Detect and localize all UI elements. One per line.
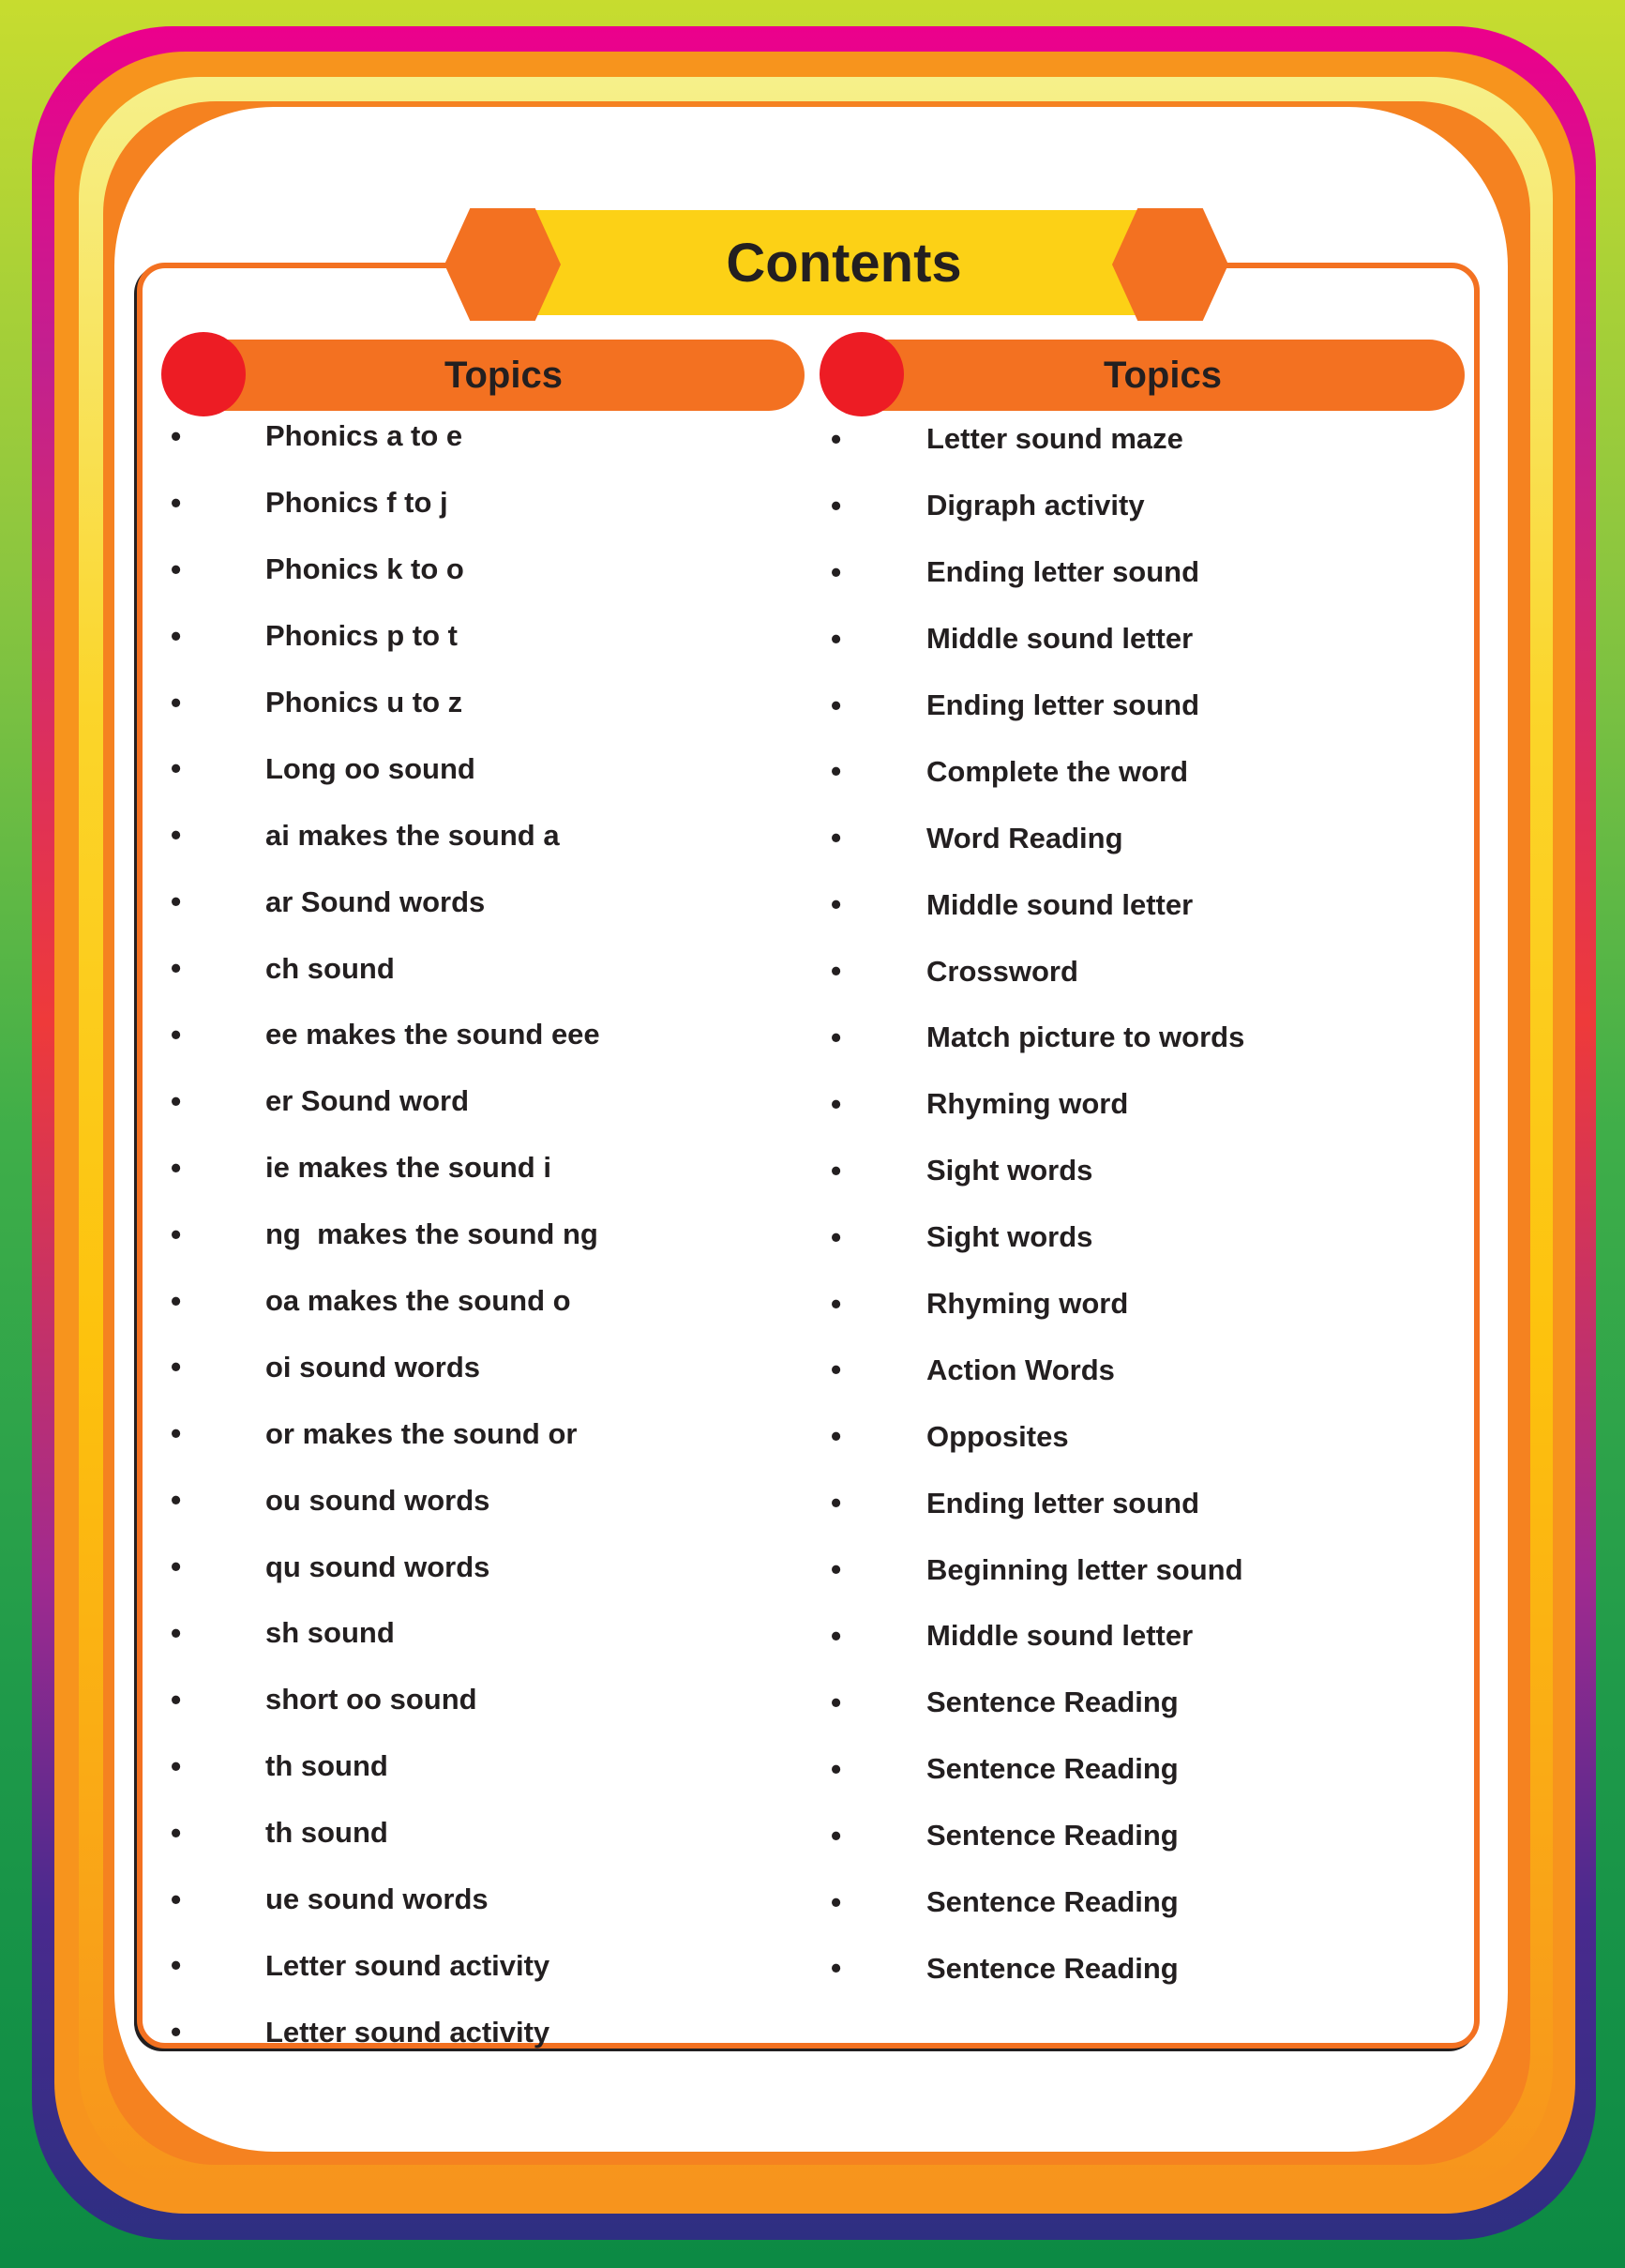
bullet-icon: •	[831, 1552, 842, 1587]
topic-list-item	[0, 1204, 1463, 1271]
topic-item-label: Action Words	[926, 1353, 1115, 1386]
bullet-icon: •	[831, 1153, 842, 1187]
bullet-icon: •	[171, 751, 182, 786]
topic-list-right	[0, 406, 1463, 2002]
topic-item-label: Digraph activity	[926, 489, 1145, 522]
column-header-left	[165, 340, 805, 411]
topic-item-label: Sentence Reading	[926, 1686, 1179, 1719]
topic-item-label: Ending letter sound	[926, 1486, 1200, 1520]
topic-item-label: Rhyming word	[926, 1287, 1129, 1321]
topic-item-label: Letter sound maze	[926, 422, 1183, 456]
bullet-icon: •	[831, 887, 842, 922]
bullet-icon: •	[171, 1416, 182, 1451]
topic-item-label: er Sound word	[265, 1084, 469, 1118]
topic-item-label: ar Sound words	[265, 885, 486, 918]
topic-list-item	[0, 673, 1463, 739]
bullet-icon: •	[171, 1017, 182, 1051]
bullet-icon: •	[831, 1219, 842, 1254]
bullet-icon: •	[171, 418, 182, 453]
topic-item-label: Complete the word	[926, 754, 1189, 788]
topic-item-label: Ending letter sound	[926, 555, 1200, 589]
bullet-icon: •	[831, 754, 842, 789]
topic-list-item	[0, 871, 1463, 938]
topic-list-item	[0, 1271, 1463, 1338]
topic-item-label: Long oo sound	[265, 751, 475, 785]
topic-item-label: Letter sound activity	[265, 2015, 550, 2049]
topic-item-label: or makes the sound or	[265, 1416, 578, 1450]
topic-list-item	[0, 1670, 1463, 1736]
topic-item-label: short oo sound	[265, 1683, 477, 1716]
bullet-icon: •	[171, 1483, 182, 1518]
topic-item-label: th sound	[265, 1816, 388, 1850]
bullet-icon: •	[831, 688, 842, 722]
bullet-icon: •	[831, 1020, 842, 1054]
topic-item-label: Beginning letter sound	[926, 1552, 1243, 1586]
topic-item-label: Middle sound letter	[926, 887, 1194, 921]
topic-item-label: qu sound words	[265, 1550, 490, 1583]
topic-item-label: ng makes the sound ng	[265, 1217, 598, 1251]
bullet-icon: •	[171, 1550, 182, 1584]
topic-list-item	[0, 1470, 1463, 1536]
bullet-icon: •	[171, 1748, 182, 1783]
topic-item-label: Phonics a to e	[265, 419, 463, 453]
bullet-icon: •	[171, 485, 182, 520]
topic-list-item	[0, 1071, 1463, 1138]
bullet-icon: •	[171, 1815, 182, 1850]
topic-item-label: ch sound	[265, 951, 395, 985]
topic-item-label: Word Reading	[926, 821, 1123, 854]
topic-item-label: Rhyming word	[926, 1087, 1129, 1121]
bullet-icon: •	[171, 1350, 182, 1384]
topic-item-label: ai makes the sound a	[265, 818, 560, 852]
topic-item-label: Middle sound letter	[926, 622, 1194, 656]
topic-list-item	[0, 1536, 1463, 1603]
topic-list-item	[0, 1736, 1463, 1803]
topic-item-label: Sentence Reading	[926, 1819, 1179, 1852]
topic-list-item	[0, 1803, 1463, 1869]
topic-list-item	[0, 1603, 1463, 1670]
bullet-icon: •	[171, 552, 182, 586]
bullet-icon: •	[831, 1486, 842, 1520]
topic-item-label: ou sound words	[265, 1483, 490, 1517]
page-title: Contents	[726, 232, 962, 294]
topic-list-item	[0, 606, 1463, 673]
topic-item-label: th sound	[265, 1749, 388, 1783]
topic-list-item	[0, 738, 1463, 805]
topic-item-label: Phonics k to o	[265, 552, 464, 586]
bullet-icon: •	[831, 488, 842, 522]
bullet-icon: •	[171, 1615, 182, 1650]
topic-item-label: ee makes the sound eee	[265, 1018, 600, 1051]
topic-item-label: ue sound words	[265, 1882, 489, 1916]
topic-list-item	[0, 1138, 1463, 1204]
topic-list-item	[0, 1935, 1463, 2002]
bullet-icon: •	[171, 1083, 182, 1118]
bullet-icon: •	[831, 421, 842, 456]
topic-item-label: oi sound words	[265, 1350, 481, 1383]
bullet-icon: •	[171, 1283, 182, 1318]
bullet-icon: •	[831, 1751, 842, 1786]
topic-item-label: sh sound	[265, 1616, 395, 1650]
bullet-icon: •	[171, 1882, 182, 1916]
topic-list-item	[0, 938, 1463, 1005]
topic-list-item	[0, 473, 1463, 539]
topic-list-item	[0, 406, 1463, 473]
bullet-icon: •	[831, 554, 842, 589]
topic-item-label: Phonics u to z	[265, 686, 463, 718]
column-header-right	[823, 340, 1465, 411]
bullet-icon: •	[171, 1682, 182, 1716]
topic-item-label: Middle sound letter	[926, 1619, 1194, 1653]
column-header-left-label: Topics	[444, 354, 563, 396]
topic-list-item	[0, 1869, 1463, 1936]
bullet-icon: •	[831, 1685, 842, 1719]
bullet-icon: •	[831, 1818, 842, 1852]
bullet-icon: •	[831, 821, 842, 855]
topic-list-item	[0, 1337, 1463, 1403]
topic-list-item	[0, 539, 1463, 606]
topic-item-label: Ending letter sound	[926, 688, 1200, 721]
topic-list-item	[0, 805, 1463, 871]
bullet-icon: •	[171, 818, 182, 853]
topic-item-label: Sight words	[926, 1220, 1093, 1254]
bullet-icon: •	[831, 1353, 842, 1387]
red-circle-right-decoration	[820, 332, 904, 416]
topic-item-label: Phonics p to t	[265, 619, 458, 653]
bullet-icon: •	[171, 1948, 182, 1983]
topic-item-label: Match picture to words	[926, 1021, 1245, 1054]
bullet-icon: •	[171, 951, 182, 986]
bullet-icon: •	[831, 954, 842, 989]
bullet-icon: •	[831, 1419, 842, 1454]
topic-list-item	[0, 1005, 1463, 1071]
topic-list-item	[0, 1999, 806, 2065]
topic-item-label: Opposites	[926, 1419, 1069, 1453]
bullet-icon: •	[171, 2015, 182, 2049]
topic-list-item	[0, 1403, 1463, 1470]
bullet-icon: •	[831, 1618, 842, 1653]
bullet-icon: •	[171, 1150, 182, 1185]
bullet-icon: •	[831, 1286, 842, 1321]
bullet-icon: •	[171, 1217, 182, 1251]
topic-item-label: Sight words	[926, 1154, 1093, 1187]
topic-item-label: Crossword	[926, 954, 1078, 988]
bullet-icon: •	[171, 685, 182, 719]
topic-item-label: Sentence Reading	[926, 1885, 1179, 1919]
topic-item-label: Sentence Reading	[926, 1752, 1179, 1786]
bullet-icon: •	[831, 1884, 842, 1919]
bullet-icon: •	[171, 885, 182, 919]
topic-item-label: Phonics f to j	[265, 486, 448, 520]
column-header-right-label: Topics	[1104, 354, 1222, 396]
topic-item-label: ie makes the sound i	[265, 1151, 551, 1185]
bullet-icon: •	[831, 1951, 842, 1986]
bullet-icon: •	[831, 1086, 842, 1121]
bullet-icon: •	[171, 618, 182, 653]
topic-item-label: Letter sound activity	[265, 1948, 550, 1982]
bullet-icon: •	[831, 621, 842, 656]
topic-item-label: oa makes the sound o	[265, 1284, 571, 1318]
topic-item-label: Sentence Reading	[926, 1951, 1179, 1985]
